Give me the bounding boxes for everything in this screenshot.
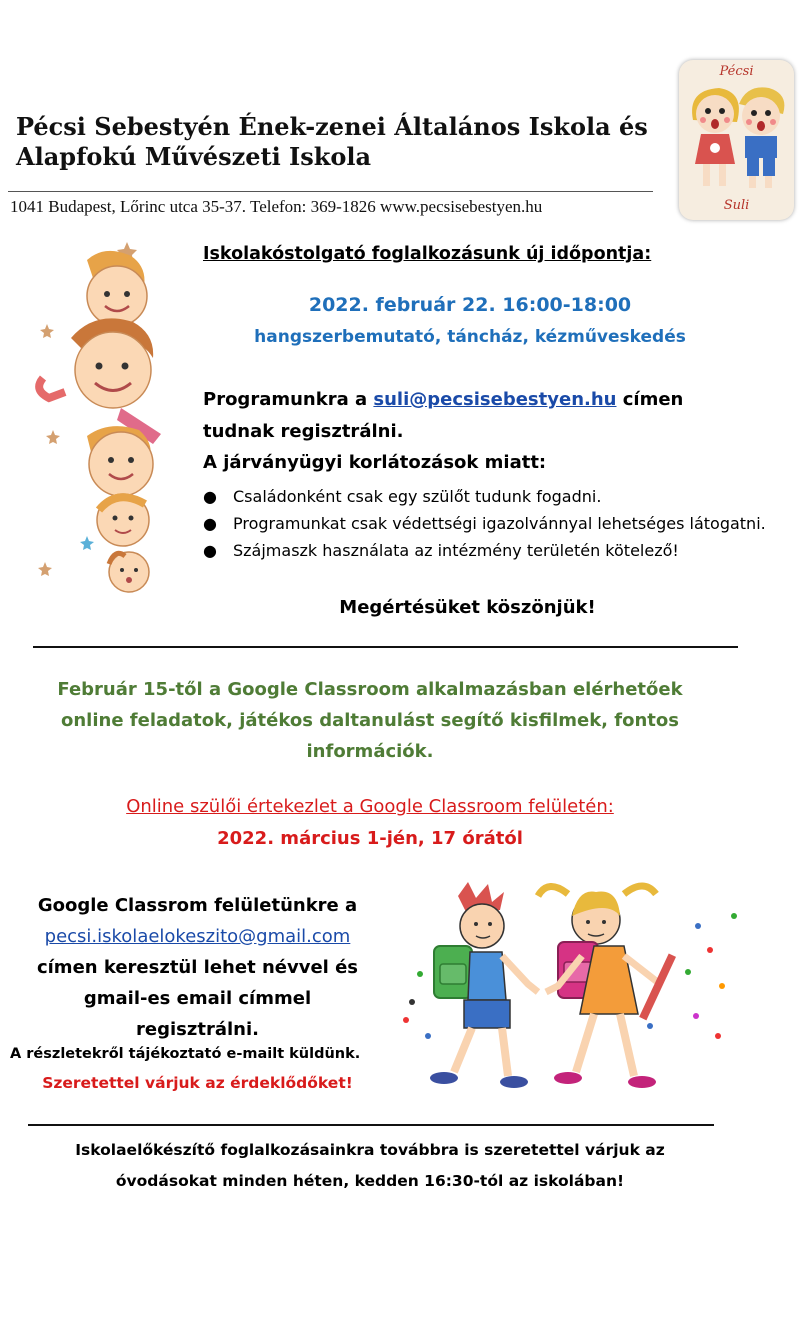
footer-line1: Iskolaelőkészítő foglalkozásainkra továbbra is szeretettel várjuk az [75, 1141, 665, 1159]
classroom-notice-line1: Február 15-től a Google Classroom alkalmazásban elérhetőek [57, 679, 683, 700]
stacked-children-illustration [25, 238, 175, 598]
registration-line4: gmail-es email címmel [83, 988, 312, 1009]
bullet-text: Szájmaszk használata az intézmény területén kötelező! [233, 541, 679, 560]
logo-text-top: Pécsi [719, 64, 754, 79]
registration-line5: regisztrálni. [136, 1019, 259, 1040]
registration-email-link[interactable]: pecsi.iskolaelokeszito@gmail.com [44, 926, 351, 947]
bullet-icon: ● [203, 541, 217, 560]
thanks-text: Megértésüket köszönjük! [339, 597, 596, 618]
register-email-link[interactable]: suli@pecsisebestyen.hu [373, 389, 617, 410]
school-name-line1: Pécsi Sebestyén Ének-zenei Általános Iskola és [16, 112, 648, 141]
school-address: 1041 Budapest, Lőrinc utca 35-37. Telefon: 369-1826 www.pecsisebestyen.hu [10, 197, 543, 216]
tasting-date: 2022. február 22. 16:00-18:00 [308, 294, 632, 316]
header-divider [8, 191, 653, 192]
registration-info: A részletekről tájékoztató e-mailt küldünk. [10, 1046, 361, 1062]
registration-welcome: Szeretettel várjuk az érdeklődőket! [42, 1074, 353, 1092]
list-item [203, 483, 773, 510]
bullet-icon: ● [203, 514, 217, 533]
footer-divider [28, 1124, 714, 1126]
footer-note [0, 1135, 740, 1197]
footer-line2: óvodásokat minden héten, kedden 16:30-tól az iskolában! [115, 1172, 625, 1190]
restrictions-heading: A járványügyi korlátozások miatt: [203, 452, 547, 473]
list-item [203, 510, 773, 537]
bullet-icon: ● [203, 487, 217, 506]
classroom-notice [0, 674, 740, 767]
registration-line1: Google Classrom felületünkre a [37, 895, 358, 916]
classroom-notice-line2: online feladatok, játékos daltanulást segítő kisfilmek, fontos [60, 710, 679, 731]
register-line1 [203, 389, 683, 410]
register-line2: tudnak regisztrálni. [203, 421, 404, 442]
logo-text-bottom: Suli [723, 198, 750, 213]
schoolchildren-illustration [398, 876, 743, 1101]
registration-line3: címen keresztül lehet névvel és [36, 957, 359, 978]
meeting-date: 2022. március 1-jén, 17 órától [217, 828, 523, 849]
section-divider [33, 646, 738, 648]
register-post: címen [616, 389, 684, 410]
register-pre: Programunkra a [203, 389, 374, 410]
restrictions-list [203, 483, 773, 564]
singing-children-icon [679, 80, 794, 198]
bullet-text: Családonként csak egy szülőt tudunk fogadni. [233, 487, 602, 506]
school-logo [679, 60, 794, 220]
bullet-text: Programunkat csak védettségi igazolvánnyal lehetséges látogatni. [233, 514, 766, 533]
meeting-heading: Online szülői értekezlet a Google Classroom felületén: [126, 796, 614, 817]
list-item [203, 537, 773, 564]
tasting-program: hangszerbemutató, táncház, kézműveskedés [254, 327, 686, 347]
school-name-line2: Alapfokú Művészeti Iskola [16, 142, 372, 171]
registration-block [0, 890, 395, 1045]
school-name [16, 112, 676, 172]
classroom-notice-line3: információk. [306, 741, 434, 762]
tasting-heading: Iskolakóstolgató foglalkozásunk új időpontja: [203, 244, 652, 264]
